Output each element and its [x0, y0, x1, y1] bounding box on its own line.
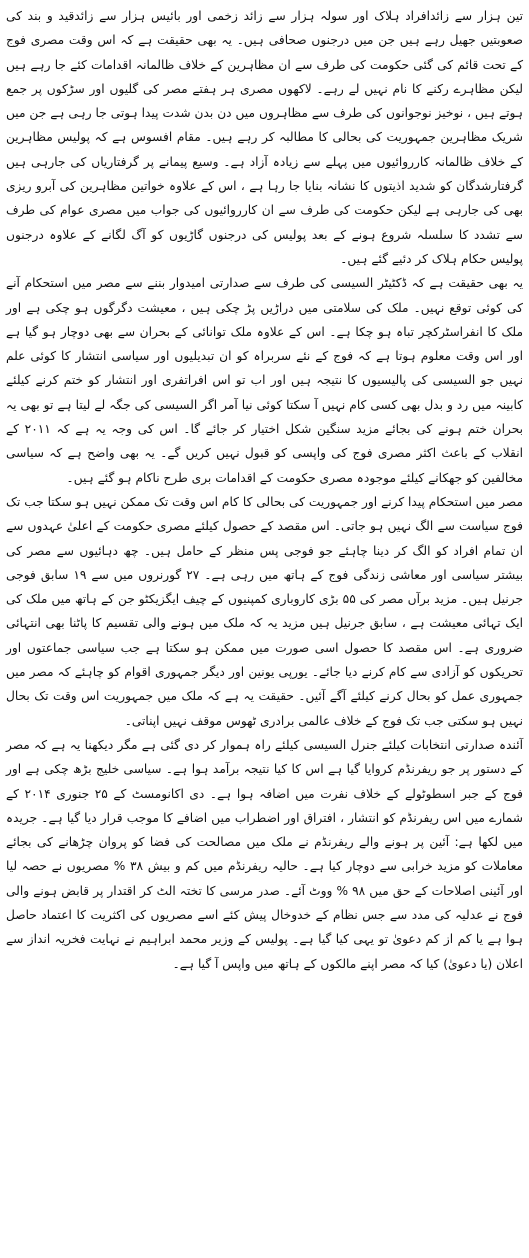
- article-paragraph-1: تین ہزار سے زائدافراد ہلاک اور سولہ ہزار سے زائد زخمی اور بائیس ہزار سے زائدقید و بند کی صعوبتیں جھیل رہے ہیں جن میں درجنوں صحافی ہیں۔ یہ بھی حقیقت ہے کہ اس وقت مصری فوج کے تحت قائم کی گئی حکومت کی طرف سے ان مظاہرین کے خلاف ظالمانہ اقدامات کئے جا رہے ہیں لیکن مظاہرے رکنے کا نام نہیں لے رہے۔ لاکھوں مصری ہر ہفتے مصر کی گلیوں اور سڑکوں پر جمع ہوتے ہیں ، نوخیز نوجوانوں کی طرف سے مظاہروں میں دن بدن شدت پیدا ہوتی جا رہی ہے جن میں شریک مظاہرین جمہوریت کی بحالی کا مطالبہ کر رہے ہیں۔ مقام افسوس ہے کہ پولیس مظاہرین کے خلاف ظالمانہ کارروائیوں میں پہلے سے زیادہ آزاد ہے۔ وسیع پیمانے پر گرفتاریاں کی جارہی ہیں گرفتارشدگان کو شدید اذیتوں کا نشانہ بنایا جا رہا ہے ، اس کے علاوہ خواتین مظاہرین کی آبرو ریزی بھی کی جارہی ہے لیکن حکومت کی طرف سے ان کارروائیوں کی جواب میں مصری عوام کی طرف سے تشدد کا سلسلہ شروع ہونے کے بعد پولیس کی درجنوں گاڑیوں کو آگ لگانے کے علاوہ درجنوں پولیس حکام ہلاک کر دئیے گئے ہیں۔: [6, 9, 523, 266]
- article-paragraph-4: آئندہ صدارتی انتخابات کیلئے جنرل السیسی کیلئے راہ ہموار کر دی گئی ہے مگر دیکھنا یہ ہے کہ مصر کے دستور پر جو ریفرنڈم کروایا گیا ہے اس کا کیا نتیجہ برآمد ہوا ہے۔ سیاسی خلیج بڑھ چکی ہے اور فوج کے جبر اسطوٹولے کے خلاف نفرت میں اضافہ ہوا ہے۔ دی اکانومسٹ کے ۲۵ جنوری ۲۰۱۴ کے شمارے میں اس ریفرنڈم کو انتشار ، افتراق اور اضطراب میں اضافے کا موجب قرار دیا گیا ہے۔ جریدہ میں لکھا ہے: آئین پر ہونے والے ریفرنڈم نے ملک میں مصالحت کی فضا کو پروان چڑھانے کی بجائے معاملات کو مزید خرابی سے دوچار کیا ہے۔ حالیہ ریفرنڈم میں کم و بیش ۳۸ % مصریوں نے حصہ لیا اور آئینی اصلاحات کے حق میں ۹۸ % ووٹ آئے۔ صدر مرسی کا تختہ الٹ کر اقتدار پر قابض ہونے والی فوج نے عدلیہ کی مدد سے جس نظام کے خدوخال پیش کئے اسے مصریوں کی اکثریت کا اعتماد حاصل ہوا ہے یا کم از کم دعویٰ تو یہی کیا گیا ہے۔ پولیس کے وزیر محمد ابراہیم نے نہایت فخریہ انداز سے اعلان (یا دعویٰ) کیا کہ مصر اپنے مالکوں کے ہاتھ میں واپس آ گیا ہے۔: [6, 737, 524, 971]
- article-paragraph-2: یہ بھی حقیقت ہے کہ ڈکٹیٹر السیسی کی طرف سے صدارتی امیدوار بننے سے مصر میں استحکام آنے کی کوئی توقع نہیں۔ ملک کی سلامتی میں دراڑیں پڑ چکی ہیں ، معیشت دگرگوں ہو چکی ہے اور ملک کا انفراسٹرکچر تباہ ہو چکا ہے۔ اس کے علاوہ ملک توانائی کے بحران سے بھی دوچار ہو گیا ہے اور اس وقت معلوم ہوتا ہے کہ فوج کے نئے سربراہ کو ان تبدیلیوں اور سیاسی انتشار کا کوئی علم نہیں جو السیسی کی پالیسیوں کا نتیجہ ہیں اور اب تو اس افراتفری اور انتشار کو ختم کرنے کیلئے کابینہ میں رد و بدل بھی کسی کام نہیں آ سکتا کوئی نیا آمر اگر السیسی کی جگہ لے لیتا ہے تو بھی یہ بحران ختم ہونے کی بجائے مزید سنگین شکل اختیار کر جائے گا۔ اس کی وجہ یہ ہے کہ ۲۰۱۱ کے انقلاب کے باعث اکثر مصری فوج کی واپسی کو قبول نہیں کریں گے۔ یہ بھی واضح ہے کہ سیاسی مخالفین کو جھکانے کیلئے موجودہ مصری حکومت کے اقدامات بری طرح ناکام ہو گئے ہیں۔: [6, 276, 523, 485]
- article-paragraph-3: مصر میں استحکام پیدا کرنے اور جمہوریت کی بحالی کا کام اس وقت تک ممکن نہیں ہو سکتا جب تک فوج سیاست سے الگ نہیں ہو جاتی۔ اس مقصد کے حصول کیلئے مصری حکومت کے اعلیٰ عہدوں سے ان تمام افراد کو الگ کر دینا چاہئے جو فوجی پس منظر کے حامل ہیں۔ چھ دہائیوں سے مصر کی بیشتر سیاسی اور معاشی زندگی فوج کے ہاتھ میں رہی ہے۔ ۲۷ گورنروں میں سے ۱۹ سابق فوجی جرنیل ہیں۔ مزید برآں مصر کی ۵۵ بڑی کاروباری کمپنیوں کے چیف ایگزیکٹو جن کے ہاتھ میں ملک کی ایک تہائی معیشت ہے ، سابق جرنیل ہیں مزید یہ کہ ملک میں ہونے والی تقسیم کا پاٹنا بھی انتہائی ضروری ہے۔ اس مقصد کا حصول اسی صورت میں ممکن ہو سکتا ہے جب سیاسی جماعتوں اور تحریکوں کو آزادی سے کام کرنے دیا جائے۔ یورپی یونین اور دیگر جمہوری اقوام کو چاہئے کہ مصر میں جمہوری عمل کو بحال کرنے کیلئے آگے آئیں۔ حقیقت یہ ہے کہ ملک میں جمہوریت اس وقت تک بحال نہیں ہو سکتی جب تک فوج کے خلاف عالمی برادری ٹھوس موقف نہیں اپناتی۔: [6, 494, 524, 728]
